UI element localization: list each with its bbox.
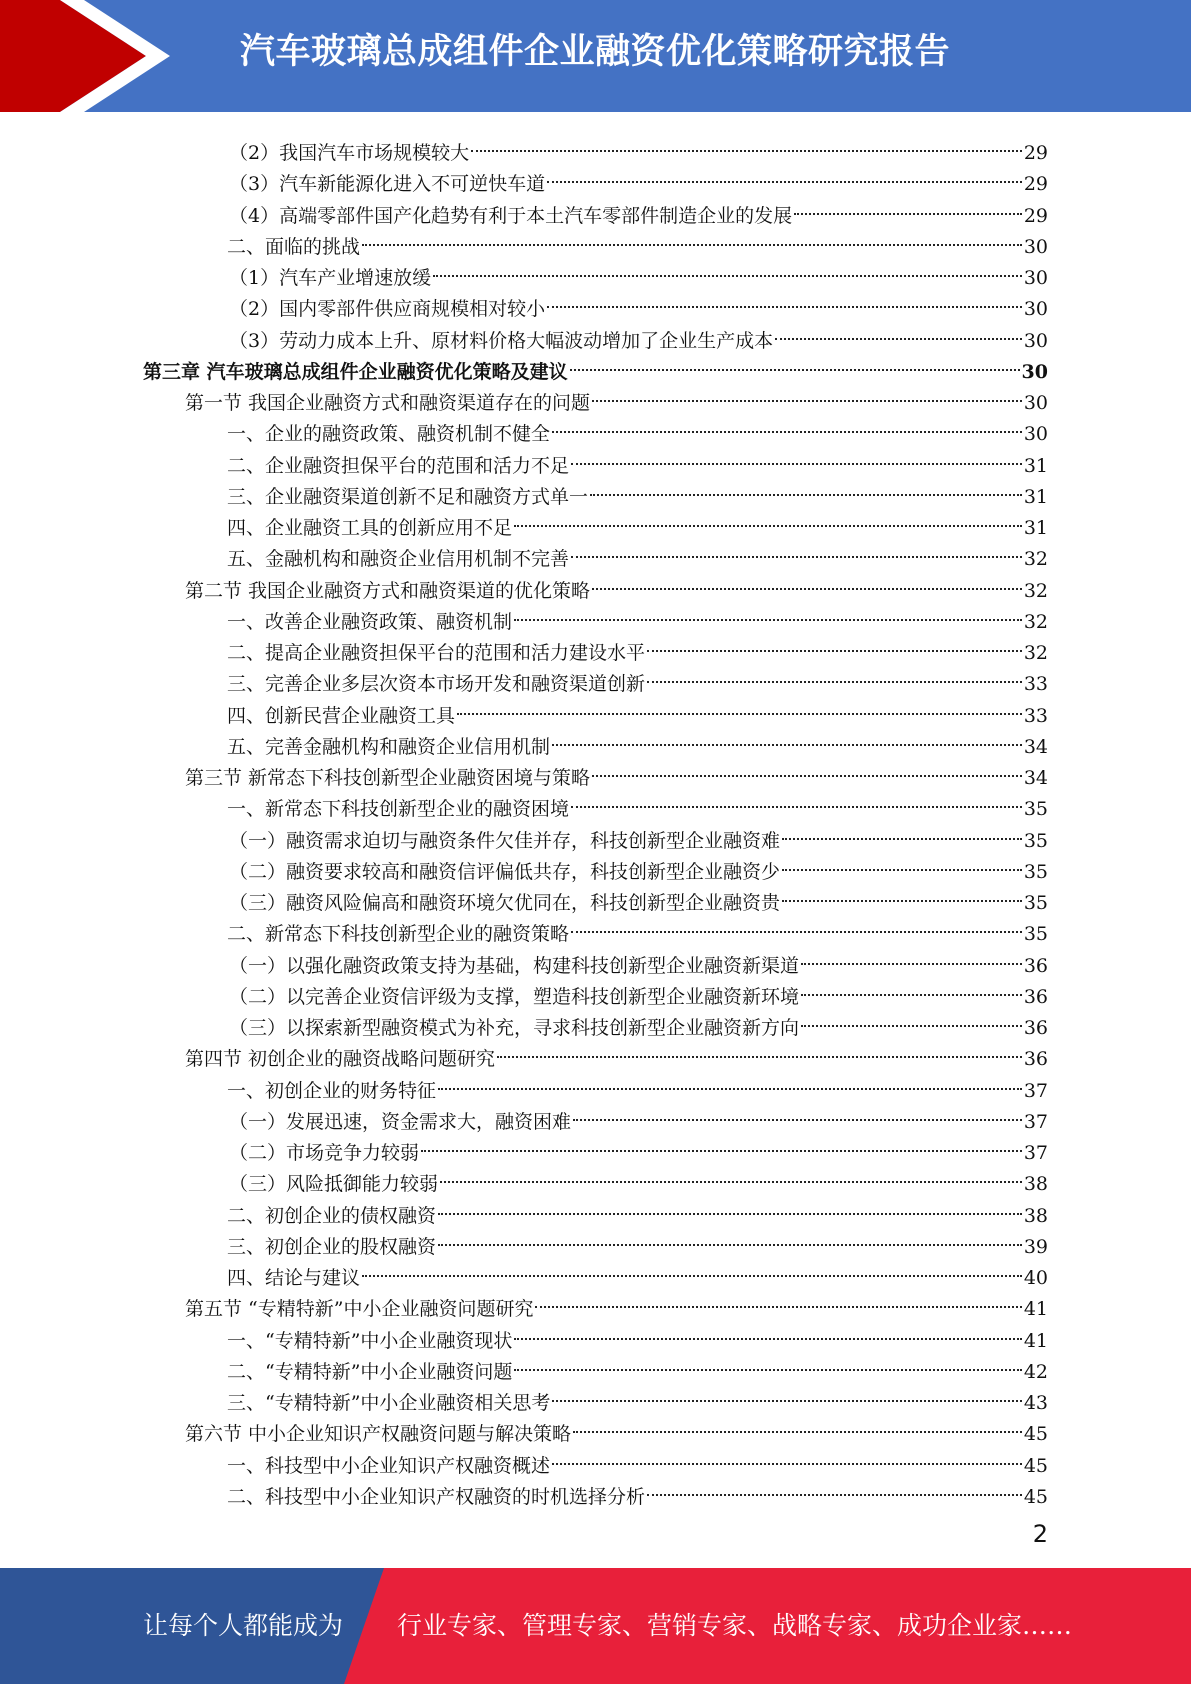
toc-entry-page: 32 [1023, 580, 1048, 602]
toc-entry-page: 30 [1023, 392, 1048, 414]
toc-entry-page: 35 [1023, 923, 1048, 945]
toc-row[interactable] [227, 472, 1048, 508]
toc-entry-label: （2）我国汽车市场规模较大 [229, 142, 470, 164]
toc-row[interactable] [229, 816, 1048, 852]
toc-entry-page: 29 [1023, 142, 1048, 164]
toc-entry-page: 31 [1023, 455, 1048, 477]
toc-dot-leader [547, 284, 1022, 315]
toc-entry-page: 45 [1023, 1423, 1048, 1445]
toc-entry-label: 二、企业融资担保平台的范围和活力不足 [227, 455, 570, 477]
toc-entry-page: 37 [1023, 1111, 1048, 1133]
toc-entry-page: 31 [1023, 517, 1048, 539]
toc-row[interactable] [227, 1191, 1048, 1227]
toc-row[interactable] [227, 1472, 1048, 1508]
toc-entry-page: 40 [1023, 1267, 1048, 1289]
toc-dot-leader [552, 1441, 1022, 1472]
toc-dot-leader [362, 1253, 1022, 1284]
toc-dot-leader [552, 722, 1022, 753]
header-title: 汽车玻璃总成组件企业融资优化策略研究报告 [240, 32, 951, 72]
toc-row[interactable] [227, 691, 1048, 727]
toc-entry-label: （二）以完善企业资信评级为支撑，塑造科技创新型企业融资新环境 [229, 986, 800, 1008]
toc-row[interactable] [227, 441, 1048, 477]
toc-dot-leader [514, 597, 1022, 628]
toc-dot-leader [497, 1034, 1022, 1065]
toc-dot-leader [514, 503, 1022, 534]
toc-dot-leader [535, 1284, 1021, 1315]
toc-entry-page: 30 [1021, 361, 1048, 383]
toc-entry-page: 33 [1023, 673, 1048, 695]
toc-entry-page: 30 [1023, 298, 1048, 320]
toc-entry-label: 一、科技型中小企业知识产权融资概述 [227, 1455, 551, 1477]
toc-entry-label: （一）发展迅速，资金需求大，融资困难 [229, 1111, 572, 1133]
toc-dot-leader [547, 159, 1022, 190]
toc-entry-page: 41 [1023, 1330, 1048, 1352]
toc-row[interactable] [185, 378, 1048, 414]
toc-dot-leader [433, 253, 1022, 284]
toc-entry-page: 33 [1023, 705, 1048, 727]
toc-entry-label: 五、金融机构和融资企业信用机制不完善 [227, 548, 570, 570]
toc-entry-page: 32 [1023, 611, 1048, 633]
toc-entry-label: 三、“专精特新”中小企业融资相关思考 [227, 1392, 551, 1414]
toc-entry-label: 二、新常态下科技创新型企业的融资策略 [227, 923, 570, 945]
toc-entry-label: （三）融资风险偏高和融资环境欠优同在，科技创新型企业融资贵 [229, 892, 781, 914]
toc-row[interactable] [227, 222, 1048, 258]
toc-dot-leader [592, 566, 1022, 597]
toc-dot-leader [440, 1159, 1022, 1190]
toc-row[interactable] [229, 316, 1048, 352]
toc-entry-label: 第三章 汽车玻璃总成组件企业融资优化策略及建议 [143, 361, 568, 383]
toc-row[interactable] [229, 191, 1048, 227]
toc-row[interactable] [227, 1347, 1048, 1383]
toc-row[interactable] [229, 878, 1048, 914]
toc-entry-label: 第五节 “专精特新”中小企业融资问题研究 [185, 1298, 534, 1320]
toc-dot-leader [801, 941, 1022, 972]
toc-row[interactable] [229, 941, 1048, 977]
toc-dot-leader [571, 534, 1022, 565]
toc-entry-page: 38 [1023, 1205, 1048, 1227]
toc-row[interactable] [185, 1409, 1048, 1445]
toc-entry-label: 第六节 中小企业知识产权融资问题与解决策略 [185, 1423, 572, 1445]
toc-dot-leader [590, 472, 1022, 503]
toc-entry-page: 42 [1023, 1361, 1048, 1383]
toc-entry-label: （一）以强化融资政策支持为基础，构建科技创新型企业融资新渠道 [229, 955, 800, 977]
toc-entry-page: 43 [1023, 1392, 1048, 1414]
toc-entry-page: 38 [1023, 1173, 1048, 1195]
toc-dot-leader [421, 1128, 1022, 1159]
toc-dot-leader [438, 1191, 1022, 1222]
toc-dot-leader [438, 1066, 1022, 1097]
toc-entry-page: 37 [1023, 1080, 1048, 1102]
toc-dot-leader [571, 441, 1022, 472]
toc-row[interactable] [227, 784, 1048, 820]
toc-dot-leader [552, 409, 1022, 440]
toc-row[interactable] [229, 1159, 1048, 1195]
toc-chapter-row[interactable] [143, 347, 1048, 383]
toc-entry-page: 35 [1023, 861, 1048, 883]
toc-entry-label: （三）以探索新型融资模式为补充，寻求科技创新型企业融资新方向 [229, 1017, 800, 1039]
toc-entry-page: 32 [1023, 548, 1048, 570]
toc-entry-label: 二、“专精特新”中小企业融资问题 [227, 1361, 513, 1383]
toc-row[interactable] [229, 253, 1048, 289]
toc-entry-label: 一、初创企业的财务特征 [227, 1080, 437, 1102]
toc-dot-leader [573, 1097, 1022, 1128]
toc-row[interactable] [185, 566, 1048, 602]
toc-row[interactable] [227, 597, 1048, 633]
toc-entry-label: 二、初创企业的债权融资 [227, 1205, 437, 1227]
toc-entry-label: 四、企业融资工具的创新应用不足 [227, 517, 513, 539]
toc-entry-label: 四、创新民营企业融资工具 [227, 705, 456, 727]
toc-dot-leader [794, 191, 1022, 222]
toc-row[interactable] [229, 1003, 1048, 1039]
toc-row[interactable] [227, 1378, 1048, 1414]
toc-entry-page: 36 [1023, 1048, 1048, 1070]
toc-dot-leader [647, 1472, 1022, 1503]
toc-dot-leader [514, 1316, 1021, 1347]
toc-entry-page: 34 [1023, 736, 1048, 758]
toc-row[interactable] [229, 284, 1048, 320]
toc-entry-page: 39 [1023, 1236, 1048, 1258]
toc-entry-page: 45 [1023, 1486, 1048, 1508]
toc-entry-label: 二、科技型中小企业知识产权融资的时机选择分析 [227, 1486, 646, 1508]
toc-entry-label: 一、改善企业融资政策、融资机制 [227, 611, 513, 633]
toc-row[interactable] [185, 1284, 1048, 1320]
toc-row[interactable] [229, 972, 1048, 1008]
toc-entry-label: 一、企业的融资政策、融资机制不健全 [227, 423, 551, 445]
toc-entry-page: 30 [1023, 423, 1048, 445]
toc-row[interactable] [229, 1128, 1048, 1164]
toc-row[interactable] [229, 159, 1048, 195]
toc-entry-page: 36 [1023, 986, 1048, 1008]
toc-dot-leader [801, 972, 1022, 1003]
toc-entry-page: 32 [1023, 642, 1048, 664]
toc-dot-leader [362, 222, 1022, 253]
toc-entry-page: 29 [1023, 173, 1048, 195]
toc-dot-leader [647, 628, 1022, 659]
toc-dot-leader [457, 691, 1022, 722]
toc-row[interactable] [185, 753, 1048, 789]
toc-entry-label: （二）市场竞争力较弱 [229, 1142, 420, 1164]
toc-entry-label: （三）风险抵御能力较弱 [229, 1173, 439, 1195]
toc-dot-leader [782, 847, 1022, 878]
toc-row[interactable] [227, 503, 1048, 539]
page-footer [0, 1568, 1191, 1684]
toc-entry-label: 三、企业融资渠道创新不足和融资方式单一 [227, 486, 589, 508]
toc-entry-label: 一、新常态下科技创新型企业的融资困境 [227, 798, 570, 820]
toc-entry-label: （3）劳动力成本上升、原材料价格大幅波动增加了企业生产成本 [229, 330, 774, 352]
toc-entry-label: （二）融资要求较高和融资信评偏低共存，科技创新型企业融资少 [229, 861, 781, 883]
toc-row[interactable] [227, 1253, 1048, 1289]
toc-row[interactable] [227, 909, 1048, 945]
toc-entry-label: （4）高端零部件国产化趋势有利于本土汽车零部件制造企业的发展 [229, 205, 793, 227]
toc-dot-leader [647, 659, 1022, 690]
toc-entry-label: 第二节 我国企业融资方式和融资渠道的优化策略 [185, 580, 591, 602]
toc-entry-label: 第三节 新常态下科技创新型企业融资困境与策略 [185, 767, 591, 789]
toc-entry-page: 29 [1023, 205, 1048, 227]
toc-entry-page: 31 [1023, 486, 1048, 508]
toc-row[interactable] [227, 534, 1048, 570]
toc-dot-leader [438, 1222, 1022, 1253]
toc-entry-label: 二、面临的挑战 [227, 236, 361, 258]
toc-entry-label: 四、结论与建议 [227, 1267, 361, 1289]
toc-entry-label: 第四节 初创企业的融资战略问题研究 [185, 1048, 496, 1070]
toc-entry-label: （2）国内零部件供应商规模相对较小 [229, 298, 546, 320]
toc-row[interactable] [227, 1222, 1048, 1258]
toc-dot-leader [782, 816, 1022, 847]
toc-entry-page: 34 [1023, 767, 1048, 789]
toc-row[interactable] [227, 722, 1048, 758]
toc-entry-page: 30 [1023, 267, 1048, 289]
toc-dot-leader [573, 1409, 1022, 1440]
toc-entry-label: （1）汽车产业增速放缓 [229, 267, 432, 289]
toc-entry-page: 41 [1023, 1298, 1048, 1320]
toc-entry-label: （一）融资需求迫切与融资条件欠佳并存，科技创新型企业融资难 [229, 830, 781, 852]
toc-entry-page: 36 [1023, 1017, 1048, 1039]
toc-entry-page: 45 [1023, 1455, 1048, 1477]
toc-entry-page: 35 [1023, 892, 1048, 914]
toc-dot-leader [552, 1378, 1021, 1409]
toc-dot-leader [592, 753, 1022, 784]
toc-entry-page: 30 [1023, 236, 1048, 258]
toc-entry-label: 三、初创企业的股权融资 [227, 1236, 437, 1258]
toc-row[interactable] [229, 1097, 1048, 1133]
toc-entry-label: （3）汽车新能源化进入不可逆快车道 [229, 173, 546, 195]
toc-row[interactable] [229, 128, 1048, 164]
toc-dot-leader [571, 909, 1022, 940]
toc-row[interactable] [227, 1316, 1048, 1352]
toc-row[interactable] [227, 409, 1048, 445]
toc-dot-leader [775, 316, 1022, 347]
toc-entry-page: 37 [1023, 1142, 1048, 1164]
toc-dot-leader [570, 347, 1020, 378]
toc-entry-page: 36 [1023, 955, 1048, 977]
toc-row[interactable] [229, 847, 1048, 883]
toc-dot-leader [592, 378, 1022, 409]
footer-slogan-left: 让每个人都能成为 [143, 1611, 344, 1640]
toc-dot-leader [801, 1003, 1022, 1034]
toc-row[interactable] [227, 1441, 1048, 1477]
footer-slogan-right: 行业专家、管理专家、营销专家、战略专家、成功企业家…… [397, 1611, 1073, 1640]
toc-row[interactable] [227, 628, 1048, 664]
toc-dot-leader [471, 128, 1022, 159]
toc-entry-label: 三、完善企业多层次资本市场开发和融资渠道创新 [227, 673, 646, 695]
toc-entry-page: 30 [1023, 330, 1048, 352]
toc-dot-leader [571, 784, 1022, 815]
toc-row[interactable] [185, 1034, 1048, 1070]
toc-entry-label: 第一节 我国企业融资方式和融资渠道存在的问题 [185, 392, 591, 414]
toc-dot-leader [782, 878, 1022, 909]
toc-entry-page: 35 [1023, 830, 1048, 852]
toc-dot-leader [514, 1347, 1021, 1378]
toc-entry-page: 35 [1023, 798, 1048, 820]
toc-row[interactable] [227, 659, 1048, 695]
toc-entry-label: 一、“专精特新”中小企业融资现状 [227, 1330, 513, 1352]
toc-row[interactable] [227, 1066, 1048, 1102]
toc-entry-label: 五、完善金融机构和融资企业信用机制 [227, 736, 551, 758]
toc-entry-label: 二、提高企业融资担保平台的范围和活力建设水平 [227, 642, 646, 664]
page-number: 2 [1032, 1520, 1048, 1548]
page-header [0, 0, 1191, 112]
